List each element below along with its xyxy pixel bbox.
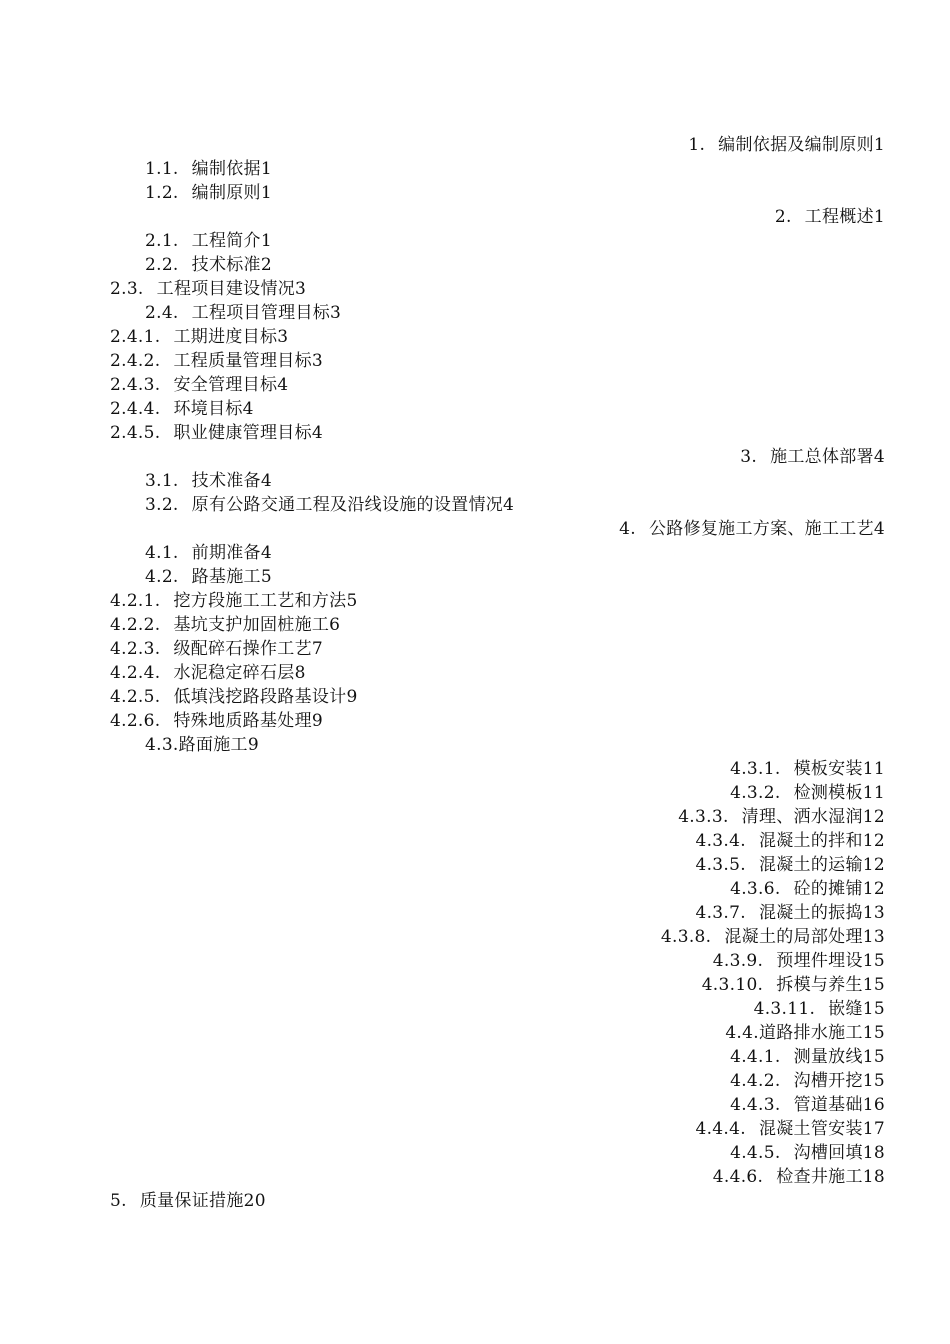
toc-entry-number: 4.4.5. bbox=[730, 1143, 781, 1163]
toc-entry[interactable] bbox=[695, 1117, 885, 1141]
toc-entry-number: 4.2.5. bbox=[110, 687, 161, 707]
toc-entry-page: 12 bbox=[862, 855, 885, 875]
toc-entry-page: 5 bbox=[260, 567, 272, 587]
toc-entry[interactable] bbox=[730, 1069, 885, 1093]
toc-entry-page: 15 bbox=[862, 999, 885, 1019]
toc-entry[interactable] bbox=[110, 661, 306, 685]
toc-entry-title: 级配碎石操作工艺 bbox=[173, 639, 312, 659]
toc-entry-number: 3. bbox=[740, 447, 758, 467]
toc-entry-title: 嵌缝 bbox=[828, 999, 863, 1019]
toc-entry-page: 4 bbox=[277, 375, 289, 395]
toc-entry[interactable] bbox=[145, 157, 272, 181]
toc-entry-page: 12 bbox=[862, 831, 885, 851]
toc-entry[interactable] bbox=[730, 877, 885, 901]
toc-entry-title: 混凝土的局部处理 bbox=[724, 927, 863, 947]
toc-entry-number: 4.3.7. bbox=[695, 903, 746, 923]
toc-entry-number: 4.2.2. bbox=[110, 615, 161, 635]
toc-entry[interactable] bbox=[110, 373, 288, 397]
toc-entry[interactable] bbox=[110, 709, 323, 733]
toc-entry-title: 工程质量管理目标 bbox=[173, 351, 312, 371]
toc-entry-number: 4.4.6. bbox=[712, 1167, 764, 1187]
toc-entry[interactable] bbox=[145, 565, 272, 589]
toc-entry[interactable] bbox=[619, 517, 885, 541]
toc-entry-title: 预埋件埋设 bbox=[776, 951, 863, 971]
toc-entry-number: 2. bbox=[774, 207, 792, 227]
toc-entry-number: 4.3.10. bbox=[701, 975, 764, 995]
toc-entry[interactable] bbox=[695, 901, 885, 925]
toc-entry[interactable] bbox=[145, 469, 272, 493]
toc-entry-number: 4.4.2. bbox=[730, 1071, 781, 1091]
toc-entry-number: 4.2.1. bbox=[110, 591, 161, 611]
toc-entry-page: 4 bbox=[873, 519, 885, 539]
toc-entry-title: 沟槽开挖 bbox=[793, 1071, 863, 1091]
toc-entry[interactable] bbox=[725, 1021, 885, 1045]
toc-entry-page: 13 bbox=[862, 927, 885, 947]
toc-entry-page: 8 bbox=[294, 663, 306, 683]
toc-entry-title: 工期进度目标 bbox=[173, 327, 278, 347]
toc-entry-page: 4 bbox=[260, 543, 272, 563]
toc-entry[interactable] bbox=[695, 853, 885, 877]
toc-entry-title: 低填浅挖路段路基设计 bbox=[173, 687, 347, 707]
toc-entry[interactable] bbox=[145, 493, 514, 517]
toc-entry-number: 2.1. bbox=[145, 231, 179, 251]
toc-entry[interactable] bbox=[110, 637, 323, 661]
toc-entry-number: 4. bbox=[619, 519, 636, 539]
toc-entry-page: 3 bbox=[330, 303, 342, 323]
toc-entry-title: 拆模与养生 bbox=[776, 975, 863, 995]
toc-entry[interactable] bbox=[145, 253, 272, 277]
toc-entry-title: 编制依据 bbox=[191, 159, 261, 179]
toc-entry-number: 2.3. bbox=[110, 279, 144, 299]
toc-entry-title: 技术标准 bbox=[191, 255, 261, 275]
toc-entry-title: 工程项目建设情况 bbox=[156, 279, 296, 299]
toc-entry-page: 1 bbox=[260, 183, 272, 203]
toc-entry-page: 4 bbox=[242, 399, 254, 419]
toc-entry-title: 检测模板 bbox=[793, 783, 863, 803]
toc-entry-number: 4.3.6. bbox=[730, 879, 781, 899]
toc-entry-page: 1 bbox=[873, 207, 885, 227]
toc-entry-page: 5 bbox=[346, 591, 358, 611]
toc-entry-page: 12 bbox=[862, 807, 885, 827]
toc-entry-page: 18 bbox=[862, 1167, 885, 1187]
toc-entry[interactable] bbox=[110, 397, 254, 421]
toc-entry[interactable] bbox=[145, 181, 272, 205]
toc-entry-title: 质量保证措施 bbox=[139, 1191, 244, 1211]
toc-entry-number: 4.3. bbox=[145, 735, 179, 755]
toc-entry-page: 2 bbox=[260, 255, 272, 275]
toc-entry-page: 16 bbox=[862, 1095, 885, 1115]
toc-entry-title: 清理、洒水湿润 bbox=[741, 807, 863, 827]
toc-entry-title: 混凝土的运输 bbox=[758, 855, 863, 875]
toc-entry-title: 水泥稳定碎石层 bbox=[173, 663, 295, 683]
toc-entry-page: 3 bbox=[311, 351, 323, 371]
toc-entry[interactable] bbox=[713, 1165, 885, 1189]
toc-entry-title: 管道基础 bbox=[793, 1095, 863, 1115]
toc-entry-title: 道路排水施工 bbox=[758, 1023, 863, 1043]
toc-entry-page: 9 bbox=[247, 735, 259, 755]
toc-entry[interactable] bbox=[730, 1045, 885, 1069]
toc-entry[interactable] bbox=[145, 229, 272, 253]
toc-entry-title: 特殊地质路基处理 bbox=[173, 711, 312, 731]
toc-entry[interactable] bbox=[730, 757, 885, 781]
toc-entry-number: 4.2. bbox=[145, 567, 179, 587]
toc-entry[interactable] bbox=[145, 301, 341, 325]
toc-entry-title: 路基施工 bbox=[191, 567, 261, 587]
toc-entry-number: 4.4.1. bbox=[730, 1047, 781, 1067]
toc-entry-page: 3 bbox=[277, 327, 289, 347]
toc-entry-title: 挖方段施工工艺和方法 bbox=[173, 591, 347, 611]
toc-entry[interactable] bbox=[110, 421, 323, 445]
toc-entry-number: 1.1. bbox=[145, 159, 179, 179]
toc-entry[interactable] bbox=[740, 445, 885, 469]
toc-entry[interactable] bbox=[110, 613, 340, 637]
toc-entry-page: 15 bbox=[862, 1023, 885, 1043]
toc-entry-page: 9 bbox=[346, 687, 358, 707]
toc-entry-number: 4.1. bbox=[145, 543, 179, 563]
toc-entry-title: 基坑支护加固桩施工 bbox=[173, 615, 330, 635]
toc-entry[interactable] bbox=[661, 925, 885, 949]
toc-entry-page: 13 bbox=[862, 903, 885, 923]
toc-entry-number: 2.4.5. bbox=[110, 423, 161, 443]
toc-entry-page: 4 bbox=[503, 495, 515, 515]
toc-entry-title: 前期准备 bbox=[191, 543, 261, 563]
toc-entry-number: 4.3.5. bbox=[695, 855, 746, 875]
toc-entry[interactable] bbox=[754, 997, 885, 1021]
toc-entry-number: 2.4.2. bbox=[110, 351, 161, 371]
toc-entry-page: 17 bbox=[862, 1119, 885, 1139]
toc-entry[interactable] bbox=[110, 685, 358, 709]
toc-entry[interactable] bbox=[678, 805, 885, 829]
toc-entry-title: 技术准备 bbox=[191, 471, 261, 491]
toc-entry[interactable] bbox=[145, 541, 272, 565]
toc-entry-number: 4.3.9. bbox=[712, 951, 764, 971]
toc-entry-number: 4.3.11. bbox=[753, 999, 816, 1019]
toc-entry[interactable] bbox=[110, 589, 358, 613]
toc-entry-page: 15 bbox=[862, 1071, 885, 1091]
toc-entry[interactable] bbox=[730, 1093, 885, 1117]
toc-entry-page: 7 bbox=[311, 639, 323, 659]
toc-entry-title: 环境目标 bbox=[173, 399, 243, 419]
toc-entry[interactable] bbox=[145, 733, 259, 757]
toc-entry-page: 4 bbox=[260, 471, 272, 491]
toc-entry-number: 2.2. bbox=[145, 255, 179, 275]
toc-entry[interactable] bbox=[730, 781, 885, 805]
toc-entry-title: 原有公路交通工程及沿线设施的设置情况 bbox=[191, 495, 504, 515]
toc-entry-page: 1 bbox=[873, 135, 885, 155]
toc-entry-title: 混凝土的拌和 bbox=[758, 831, 863, 851]
toc-entry-page: 11 bbox=[862, 759, 885, 779]
toc-entry-title: 公路修复施工方案、施工工艺 bbox=[648, 519, 874, 539]
toc-entry[interactable] bbox=[775, 205, 885, 229]
toc-entry[interactable] bbox=[730, 1141, 885, 1165]
toc-entry-number: 2.4.3. bbox=[110, 375, 161, 395]
toc-entry[interactable] bbox=[695, 829, 885, 853]
toc-entry[interactable] bbox=[688, 133, 885, 157]
toc-entry-title: 路面施工 bbox=[178, 735, 248, 755]
toc-entry-title: 混凝土的振捣 bbox=[758, 903, 863, 923]
toc-entry-number: 4.2.4. bbox=[110, 663, 161, 683]
toc-entry-page: 18 bbox=[862, 1143, 885, 1163]
toc-entry-title: 混凝土管安装 bbox=[758, 1119, 863, 1139]
toc-entry-number: 2.4. bbox=[145, 303, 179, 323]
toc-entry-page: 1 bbox=[260, 159, 272, 179]
toc-entry-title: 砼的摊铺 bbox=[793, 879, 863, 899]
toc-entry-number: 5. bbox=[110, 1191, 127, 1211]
toc-entry[interactable] bbox=[110, 277, 306, 301]
toc-entry-title: 模板安装 bbox=[793, 759, 863, 779]
toc-entry-number: 4.4.3. bbox=[730, 1095, 781, 1115]
toc-entry-page: 6 bbox=[329, 615, 341, 635]
toc-entry-title: 工程项目管理目标 bbox=[191, 303, 331, 323]
toc-entry-title: 测量放线 bbox=[793, 1047, 863, 1067]
toc-entry-number: 4.3.4. bbox=[695, 831, 746, 851]
toc-entry-page: 15 bbox=[862, 975, 885, 995]
toc-entry-page: 20 bbox=[243, 1191, 266, 1211]
toc-entry-number: 4.3.3. bbox=[678, 807, 729, 827]
toc-entry[interactable] bbox=[110, 325, 288, 349]
toc-entry-page: 1 bbox=[260, 231, 272, 251]
toc-entry-number: 1. bbox=[688, 135, 706, 155]
toc-entry-title: 施工总体部署 bbox=[770, 447, 874, 467]
toc-entry-page: 15 bbox=[862, 951, 885, 971]
toc-entry-title: 编制依据及编制原则 bbox=[718, 135, 874, 155]
toc-entry-number: 4.2.3. bbox=[110, 639, 161, 659]
toc-entry-number: 4.4. bbox=[725, 1023, 759, 1043]
toc-entry[interactable] bbox=[110, 349, 323, 373]
toc-entry-title: 工程简介 bbox=[191, 231, 261, 251]
toc-entry-title: 沟槽回填 bbox=[793, 1143, 863, 1163]
toc-entry[interactable] bbox=[110, 1189, 266, 1213]
toc-entry-page: 4 bbox=[873, 447, 885, 467]
toc-entry-title: 安全管理目标 bbox=[173, 375, 278, 395]
toc-entry-page: 9 bbox=[311, 711, 323, 731]
toc-entry-title: 职业健康管理目标 bbox=[173, 423, 312, 443]
toc-entry-title: 检查井施工 bbox=[776, 1167, 863, 1187]
toc-entry-number: 2.4.1. bbox=[110, 327, 161, 347]
toc-entry-number: 1.2. bbox=[145, 183, 179, 203]
toc-entry-page: 11 bbox=[862, 783, 885, 803]
toc-entry-page: 3 bbox=[295, 279, 307, 299]
toc-entry-page: 15 bbox=[862, 1047, 885, 1067]
toc-entry-number: 3.1. bbox=[145, 471, 179, 491]
toc-entry-page: 4 bbox=[311, 423, 323, 443]
toc-entry-number: 3.2. bbox=[145, 495, 179, 515]
toc-entry-number: 4.3.2. bbox=[730, 783, 781, 803]
toc-entry[interactable] bbox=[713, 949, 885, 973]
toc-entry-number: 2.4.4. bbox=[110, 399, 161, 419]
toc-entry-title: 工程概述 bbox=[804, 207, 874, 227]
toc-entry-number: 4.4.4. bbox=[695, 1119, 746, 1139]
toc-entry-page: 12 bbox=[862, 879, 885, 899]
toc-entry-number: 4.3.1. bbox=[730, 759, 781, 779]
toc-entry-number: 4.3.8. bbox=[660, 927, 712, 947]
toc-entry-title: 编制原则 bbox=[191, 183, 261, 203]
toc-entry-number: 4.2.6. bbox=[110, 711, 161, 731]
toc-entry[interactable] bbox=[702, 973, 885, 997]
